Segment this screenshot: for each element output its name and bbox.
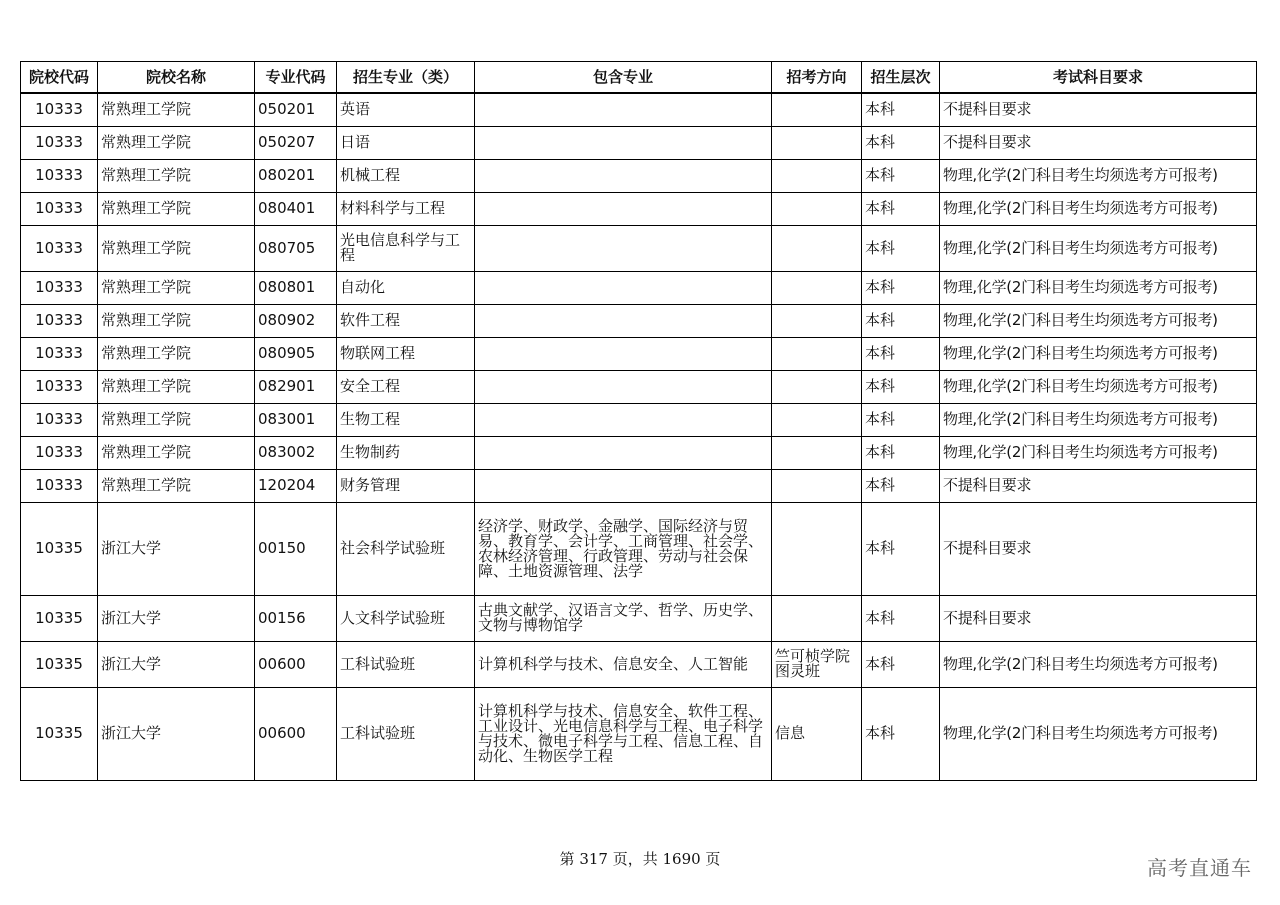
cell-included-majors: 古典文献学、汉语言文学、哲学、历史学、文物与博物馆学 <box>475 595 772 641</box>
cell-major-code: 080401 <box>255 192 337 225</box>
cell-major: 日语 <box>337 126 475 159</box>
cell-direction <box>772 93 862 126</box>
cell-school-code: 10335 <box>21 595 98 641</box>
cell-direction <box>772 595 862 641</box>
cell-major-code: 080801 <box>255 271 337 304</box>
cell-subject-requirement: 物理,化学(2门科目考生均须选考方可报考) <box>940 436 1257 469</box>
header-direction: 招考方向 <box>772 62 862 94</box>
cell-level: 本科 <box>862 126 940 159</box>
cell-school-code: 10333 <box>21 192 98 225</box>
admissions-table <box>20 61 1257 781</box>
cell-subject-requirement: 物理,化学(2门科目考生均须选考方可报考) <box>940 403 1257 436</box>
cell-major-code: 00150 <box>255 502 337 595</box>
cell-included-majors: 计算机科学与技术、信息安全、人工智能 <box>475 641 772 687</box>
cell-school-code: 10335 <box>21 502 98 595</box>
header-school-name: 院校名称 <box>98 62 255 94</box>
cell-level: 本科 <box>862 370 940 403</box>
cell-direction <box>772 225 862 271</box>
cell-subject-requirement: 物理,化学(2门科目考生均须选考方可报考) <box>940 159 1257 192</box>
cell-subject-requirement: 物理,化学(2门科目考生均须选考方可报考) <box>940 687 1257 780</box>
cell-major-code: 083002 <box>255 436 337 469</box>
cell-school-name: 常熟理工学院 <box>98 403 255 436</box>
cell-major: 工科试验班 <box>337 641 475 687</box>
cell-subject-requirement: 物理,化学(2门科目考生均须选考方可报考) <box>940 225 1257 271</box>
cell-school-code: 10333 <box>21 370 98 403</box>
cell-included-majors <box>475 159 772 192</box>
cell-included-majors: 经济学、财政学、金融学、国际经济与贸易、教育学、会计学、工商管理、社会学、农林经济管理、行政管理、劳动与社会保障、土地资源管理、法学 <box>475 502 772 595</box>
cell-school-name: 常熟理工学院 <box>98 337 255 370</box>
cell-major-code: 050207 <box>255 126 337 159</box>
cell-school-name: 常熟理工学院 <box>98 271 255 304</box>
cell-school-code: 10333 <box>21 304 98 337</box>
cell-direction <box>772 304 862 337</box>
cell-school-name: 常熟理工学院 <box>98 370 255 403</box>
cell-school-name: 浙江大学 <box>98 641 255 687</box>
table-row <box>21 159 1257 192</box>
cell-direction <box>772 436 862 469</box>
cell-included-majors <box>475 337 772 370</box>
cell-school-name: 浙江大学 <box>98 502 255 595</box>
cell-school-code: 10333 <box>21 271 98 304</box>
cell-school-code: 10333 <box>21 126 98 159</box>
cell-level: 本科 <box>862 225 940 271</box>
cell-direction <box>772 126 862 159</box>
cell-direction <box>772 502 862 595</box>
cell-school-name: 常熟理工学院 <box>98 159 255 192</box>
cell-major: 生物工程 <box>337 403 475 436</box>
cell-school-code: 10333 <box>21 436 98 469</box>
cell-school-code: 10333 <box>21 93 98 126</box>
cell-direction <box>772 159 862 192</box>
table-row <box>21 403 1257 436</box>
table-row <box>21 192 1257 225</box>
cell-direction: 竺可桢学院图灵班 <box>772 641 862 687</box>
cell-school-name: 常熟理工学院 <box>98 93 255 126</box>
cell-included-majors <box>475 126 772 159</box>
cell-level: 本科 <box>862 469 940 502</box>
cell-school-code: 10333 <box>21 469 98 502</box>
cell-major: 材料科学与工程 <box>337 192 475 225</box>
cell-direction <box>772 271 862 304</box>
cell-level: 本科 <box>862 159 940 192</box>
cell-subject-requirement: 物理,化学(2门科目考生均须选考方可报考) <box>940 304 1257 337</box>
cell-major-code: 00156 <box>255 595 337 641</box>
cell-major: 人文科学试验班 <box>337 595 475 641</box>
cell-school-name: 常熟理工学院 <box>98 126 255 159</box>
table-row <box>21 469 1257 502</box>
cell-major: 光电信息科学与工程 <box>337 225 475 271</box>
cell-school-code: 10333 <box>21 159 98 192</box>
cell-major-code: 083001 <box>255 403 337 436</box>
cell-direction <box>772 192 862 225</box>
watermark: 高考直通车 <box>1147 856 1252 880</box>
cell-school-name: 常熟理工学院 <box>98 436 255 469</box>
cell-included-majors <box>475 370 772 403</box>
cell-school-code: 10335 <box>21 687 98 780</box>
table-row <box>21 126 1257 159</box>
table-row <box>21 595 1257 641</box>
table-row <box>21 304 1257 337</box>
cell-level: 本科 <box>862 304 940 337</box>
cell-included-majors <box>475 192 772 225</box>
page-number: 第 317 页，共 1690 页 <box>559 850 721 868</box>
cell-subject-requirement: 物理,化学(2门科目考生均须选考方可报考) <box>940 337 1257 370</box>
cell-subject-requirement: 物理,化学(2门科目考生均须选考方可报考) <box>940 641 1257 687</box>
cell-school-code: 10333 <box>21 403 98 436</box>
cell-school-code: 10333 <box>21 337 98 370</box>
cell-level: 本科 <box>862 403 940 436</box>
cell-subject-requirement: 物理,化学(2门科目考生均须选考方可报考) <box>940 370 1257 403</box>
cell-level: 本科 <box>862 337 940 370</box>
cell-major: 财务管理 <box>337 469 475 502</box>
table-row <box>21 687 1257 780</box>
cell-school-name: 常熟理工学院 <box>98 304 255 337</box>
cell-major-code: 080905 <box>255 337 337 370</box>
cell-school-code: 10335 <box>21 641 98 687</box>
cell-major-code: 120204 <box>255 469 337 502</box>
cell-level: 本科 <box>862 502 940 595</box>
cell-subject-requirement: 物理,化学(2门科目考生均须选考方可报考) <box>940 192 1257 225</box>
header-major: 招生专业（类） <box>337 62 475 94</box>
cell-major-code: 080201 <box>255 159 337 192</box>
cell-included-majors <box>475 469 772 502</box>
table-row <box>21 225 1257 271</box>
cell-included-majors <box>475 403 772 436</box>
cell-level: 本科 <box>862 271 940 304</box>
cell-subject-requirement: 不提科目要求 <box>940 595 1257 641</box>
cell-level: 本科 <box>862 93 940 126</box>
cell-direction <box>772 469 862 502</box>
cell-school-name: 浙江大学 <box>98 687 255 780</box>
cell-school-name: 浙江大学 <box>98 595 255 641</box>
cell-school-code: 10333 <box>21 225 98 271</box>
cell-level: 本科 <box>862 687 940 780</box>
cell-direction <box>772 403 862 436</box>
cell-included-majors <box>475 93 772 126</box>
cell-direction: 信息 <box>772 687 862 780</box>
cell-direction <box>772 370 862 403</box>
table-row <box>21 337 1257 370</box>
cell-major: 软件工程 <box>337 304 475 337</box>
cell-major-code: 080705 <box>255 225 337 271</box>
cell-subject-requirement: 不提科目要求 <box>940 469 1257 502</box>
header-level: 招生层次 <box>862 62 940 94</box>
cell-major: 工科试验班 <box>337 687 475 780</box>
cell-subject-requirement: 不提科目要求 <box>940 126 1257 159</box>
cell-subject-requirement: 物理,化学(2门科目考生均须选考方可报考) <box>940 271 1257 304</box>
cell-included-majors <box>475 304 772 337</box>
cell-major: 生物制药 <box>337 436 475 469</box>
cell-school-name: 常熟理工学院 <box>98 469 255 502</box>
table-row <box>21 502 1257 595</box>
cell-major: 安全工程 <box>337 370 475 403</box>
cell-included-majors <box>475 271 772 304</box>
cell-subject-requirement: 不提科目要求 <box>940 93 1257 126</box>
cell-level: 本科 <box>862 641 940 687</box>
table-header-row <box>21 62 1257 94</box>
cell-level: 本科 <box>862 595 940 641</box>
cell-major-code: 050201 <box>255 93 337 126</box>
header-school-code: 院校代码 <box>21 62 98 94</box>
cell-major-code: 082901 <box>255 370 337 403</box>
cell-school-name: 常熟理工学院 <box>98 192 255 225</box>
cell-level: 本科 <box>862 436 940 469</box>
cell-major-code: 00600 <box>255 687 337 780</box>
table-body <box>21 93 1257 780</box>
table-row <box>21 271 1257 304</box>
cell-direction <box>772 337 862 370</box>
cell-major: 物联网工程 <box>337 337 475 370</box>
header-included-majors: 包含专业 <box>475 62 772 94</box>
cell-major: 社会科学试验班 <box>337 502 475 595</box>
table-row <box>21 93 1257 126</box>
cell-major: 英语 <box>337 93 475 126</box>
cell-major: 自动化 <box>337 271 475 304</box>
cell-included-majors <box>475 225 772 271</box>
cell-included-majors <box>475 436 772 469</box>
table-row <box>21 436 1257 469</box>
cell-major: 机械工程 <box>337 159 475 192</box>
cell-level: 本科 <box>862 192 940 225</box>
table-row <box>21 370 1257 403</box>
header-subject-requirement: 考试科目要求 <box>940 62 1257 94</box>
table-row <box>21 641 1257 687</box>
cell-school-name: 常熟理工学院 <box>98 225 255 271</box>
cell-subject-requirement: 不提科目要求 <box>940 502 1257 595</box>
cell-major-code: 00600 <box>255 641 337 687</box>
cell-included-majors: 计算机科学与技术、信息安全、软件工程、工业设计、光电信息科学与工程、电子科学与技术、微电子科学与工程、信息工程、自动化、生物医学工程 <box>475 687 772 780</box>
cell-major-code: 080902 <box>255 304 337 337</box>
header-major-code: 专业代码 <box>255 62 337 94</box>
